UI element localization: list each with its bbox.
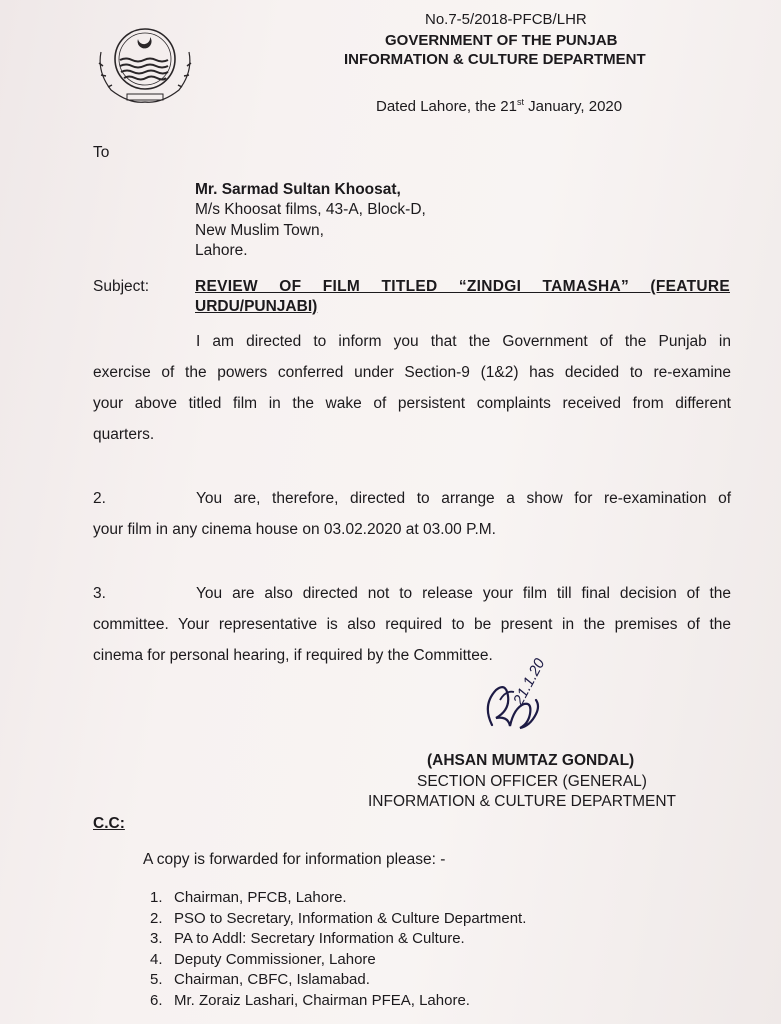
paragraph-3-line: cinema for personal hearing, if required by the Committee.	[93, 647, 493, 664]
signatory-designation: SECTION OFFICER (GENERAL)	[417, 773, 647, 790]
paragraph-3	[93, 578, 731, 671]
subject-line-1: REVIEW OF FILM TITLED “ZINDGI TAMASHA” (FEATURE	[195, 278, 730, 295]
cc-label: C.C:	[93, 815, 125, 832]
to-label: To	[93, 144, 110, 161]
cc-list-item: 3. PA to Addl: Secretary Information & Culture.	[150, 930, 465, 947]
paragraph-1	[93, 326, 731, 450]
subject-line-2: URDU/PUNJABI)	[195, 298, 318, 315]
paragraph-2-number: 2.	[93, 490, 106, 507]
cc-list-item: 6. Mr. Zoraiz Lashari, Chairman PFEA, Lahore.	[150, 991, 470, 1009]
cc-intro: A copy is forwarded for information please: -	[143, 851, 446, 868]
cc-list-item: 5. Chairman, CBFC, Islamabad.	[150, 971, 370, 988]
government-title: GOVERNMENT OF THE PUNJAB	[385, 32, 618, 49]
cc-list-item: 1. Chairman, PFCB, Lahore.	[150, 889, 347, 906]
paragraph-1-line: exercise of the powers conferred under Section-9 (1&2) has decided to re-examine	[93, 364, 731, 381]
paragraph-3-line: You are also directed not to release your film till final decision of the	[196, 585, 731, 602]
paragraph-1-line: quarters.	[93, 426, 155, 443]
recipient-name: Mr. Sarmad Sultan Khoosat,	[195, 181, 401, 198]
cc-list	[150, 888, 526, 1011]
recipient-address-line-1: M/s Khoosat films, 43-A, Block-D,	[195, 201, 426, 218]
paragraph-3-number: 3.	[93, 585, 106, 602]
dated-line: Dated Lahore, the 21st January, 2020	[376, 97, 623, 115]
punjab-emblem-icon	[93, 22, 197, 106]
cc-list-item: 2. PSO to Secretary, Information & Culture Department.	[150, 909, 527, 927]
paragraph-3-line: committee. Your representative is also required to be present in the premises of the	[93, 616, 731, 633]
department-title: INFORMATION & CULTURE DEPARTMENT	[344, 51, 646, 68]
paragraph-1-line: I am directed to inform you that the Government of the Punjab in	[196, 333, 731, 350]
cc-list-item: 4. Deputy Commissioner, Lahore	[150, 950, 376, 968]
signatory-name: (AHSAN MUMTAZ GONDAL)	[427, 752, 635, 769]
reference-number: No.7-5/2018-PFCB/LHR	[425, 11, 587, 28]
paragraph-1-line: your above titled film in the wake of persistent complaints received from different	[93, 395, 731, 412]
recipient-address-line-2: New Muslim Town,	[195, 222, 324, 239]
paragraph-2-line: your film in any cinema house on 03.02.2020 at 03.00 P.M.	[93, 521, 496, 538]
paragraph-2	[93, 483, 731, 545]
signatory-department: INFORMATION & CULTURE DEPARTMENT	[368, 793, 677, 810]
paragraph-2-line: You are, therefore, directed to arrange a show for re-examination of	[196, 490, 731, 507]
signature-date: 21.1.20	[510, 655, 549, 708]
subject-label: Subject:	[93, 278, 150, 295]
recipient-address-line-3: Lahore.	[195, 242, 248, 259]
